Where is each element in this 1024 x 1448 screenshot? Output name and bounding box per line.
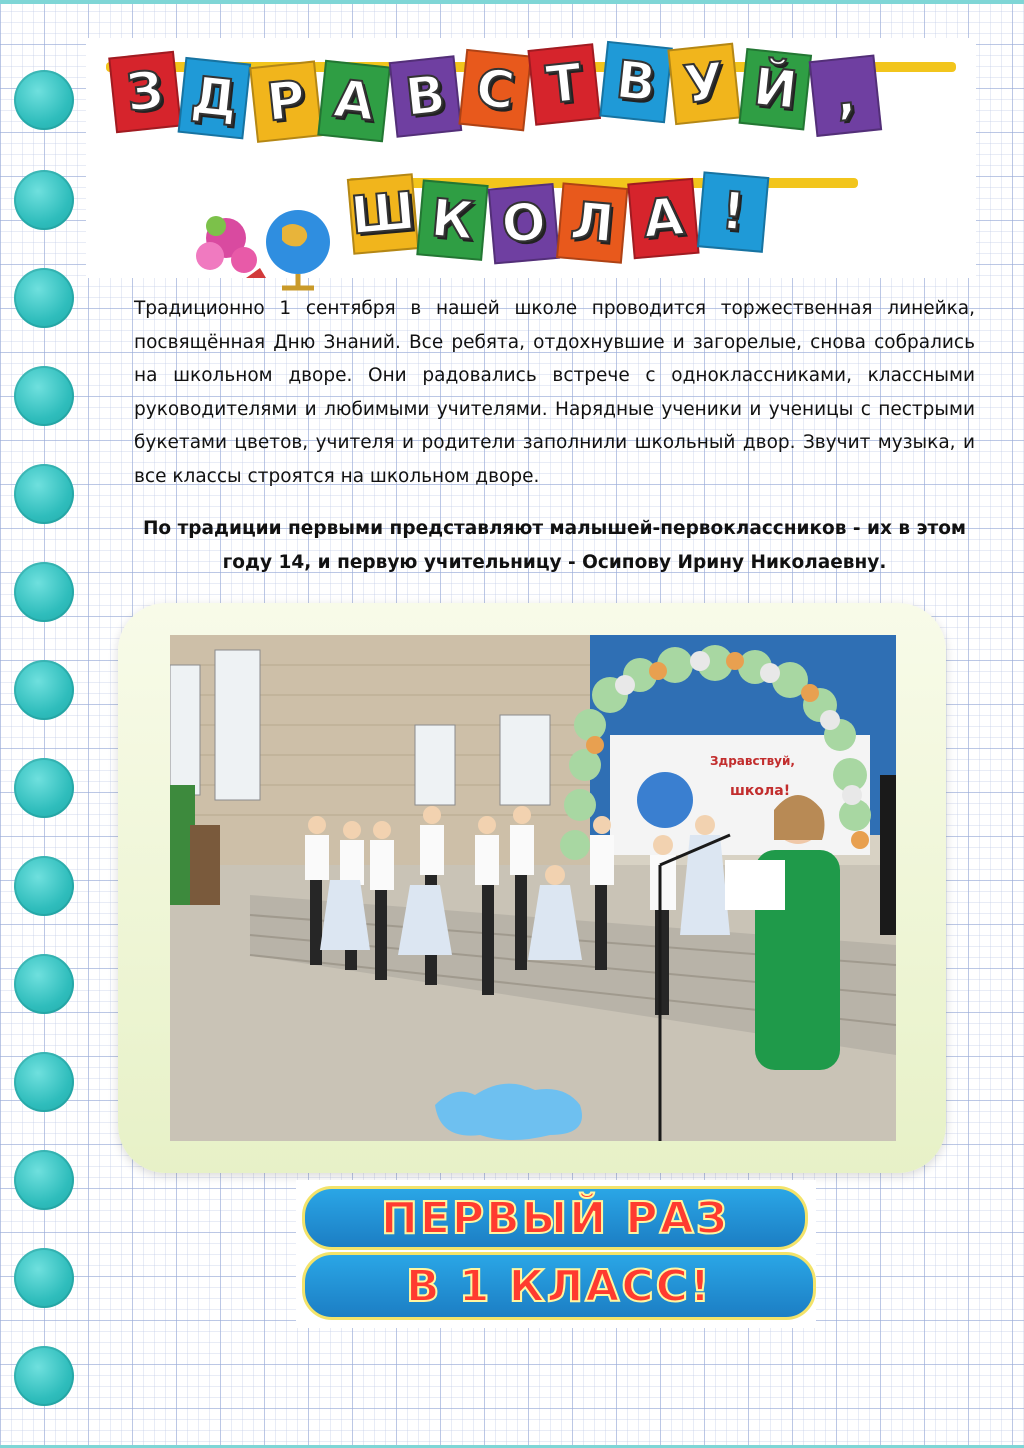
title-flag: , bbox=[809, 54, 883, 136]
binder-hole bbox=[14, 856, 74, 916]
article-highlight: По традиции первыми представляют малышей-первоклассников - их в этом году 14, и первую учительницу - Осипову Ирину Николаевну. bbox=[142, 518, 967, 573]
title-flag: В bbox=[599, 41, 673, 123]
banner-line-1 bbox=[302, 1186, 808, 1250]
title-flag: А bbox=[627, 178, 699, 259]
arch-text-2: школа! bbox=[730, 783, 791, 799]
binder-hole bbox=[14, 70, 74, 130]
title-flag: О bbox=[488, 183, 560, 264]
title-flag: З bbox=[108, 51, 182, 133]
binder-hole bbox=[14, 954, 74, 1014]
ceremony-photo bbox=[170, 635, 896, 1141]
article-paragraph: Традиционно 1 сентября в нашей школе проводится торжественная линейка, посвящённая Дню Знаний. Все ребята, отдохнувшие и загорелые, снова собрались на школьном дворе. Они радовались встрече с одноклассниками, классными руководителями и любимыми учителями. Нарядные ученики и ученицы с пестрыми букетами цветов, учителя и родители заполнили школьный двор. Звучит музыка, и все классы строятся на школьном дворе. bbox=[134, 298, 975, 487]
title-flag: К bbox=[416, 179, 488, 260]
binder-hole bbox=[14, 366, 74, 426]
binder-hole bbox=[14, 268, 74, 328]
binder-hole bbox=[14, 562, 74, 622]
title-flag: ! bbox=[697, 171, 769, 252]
binder-hole bbox=[14, 1052, 74, 1112]
binder-hole bbox=[14, 1346, 74, 1406]
binder-hole bbox=[14, 464, 74, 524]
arch-text-1: Здравствуй, bbox=[710, 754, 795, 768]
first-class-banner bbox=[296, 1180, 816, 1328]
banner-text-1: ПЕРВЫЙ РАЗ bbox=[381, 1192, 729, 1244]
binder-hole bbox=[14, 1248, 74, 1308]
title-flag: Д bbox=[178, 57, 252, 139]
binder-hole bbox=[14, 758, 74, 818]
title-line-2 bbox=[348, 176, 768, 256]
title-flag: С bbox=[458, 49, 532, 131]
title-flag: Ш bbox=[347, 173, 419, 254]
binder-hole bbox=[14, 660, 74, 720]
banner-text-2: В 1 КЛАСС! bbox=[406, 1260, 712, 1312]
binder-hole bbox=[14, 170, 74, 230]
banner-line-2 bbox=[302, 1252, 816, 1320]
title-flag: Л bbox=[556, 182, 628, 263]
title-banner bbox=[86, 38, 976, 278]
title-flag: У bbox=[667, 43, 741, 125]
notebook-spine bbox=[0, 0, 86, 1448]
title-flag: Р bbox=[249, 60, 323, 142]
title-line-1 bbox=[110, 50, 880, 134]
binder-hole bbox=[14, 1150, 74, 1210]
title-flag: Т bbox=[527, 43, 601, 125]
top-band bbox=[0, 0, 1024, 4]
title-flag: А bbox=[317, 60, 391, 142]
title-flag: Й bbox=[739, 48, 813, 130]
title-flag: В bbox=[389, 55, 463, 137]
globe-flowers-icon bbox=[186, 198, 346, 293]
